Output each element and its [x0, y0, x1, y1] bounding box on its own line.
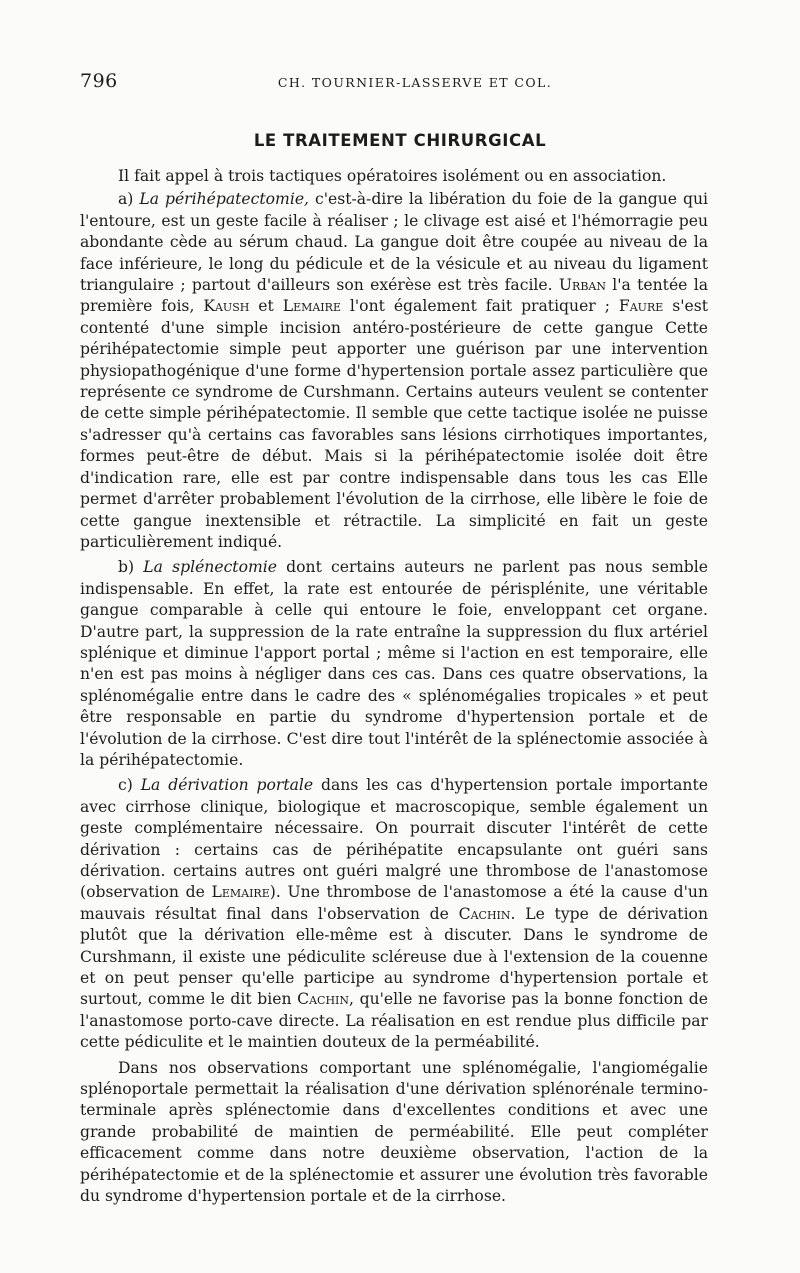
- author-cachin: Cachin: [458, 904, 511, 923]
- author-urban: Urban: [558, 276, 606, 295]
- term-perihepatectomie: La périhépatectomie,: [139, 190, 310, 209]
- author-cachin-2: Cachin: [297, 990, 350, 1009]
- paragraph-c-text-1: dans les cas d'hypertension portale importante avec cirrhose clinique, biologique et macroscopique, semble également un geste complémentaire nécessaire. On pourrait discuter l'intérêt de cette dérivation : certains cas de périhépatite encapsulante ont guéri sans dérivation. certains autres ont guéri malgré une thrombose de l'anastomose (observation de: [80, 776, 708, 902]
- running-title: CH. TOURNIER-LASSERVE ET COL.: [277, 75, 553, 90]
- paragraph-a-text-2: l'a tentée la première fois,: [80, 276, 708, 316]
- item-label-c: c): [118, 776, 133, 795]
- paragraph-a-text-1: c'est-à-dire la libération du foie de la gangue qui l'entoure, est un geste facile à réaliser ; le clivage est aisé et l'hémorragie peu abondante cède au sérum chaud. La gangue doit être coupée au niveau de la face inférieure, le long du pédicule et de la vésicule et au niveau du ligament triangulaire ; partout d'ailleurs son exérèse est très facile.: [80, 190, 708, 295]
- author-faure: Faure: [618, 297, 664, 316]
- term-derivation-portale: La dérivation portale: [140, 776, 314, 795]
- author-kaush: Kaush: [203, 297, 250, 316]
- author-lemaire-2: Lemaire: [211, 883, 270, 902]
- paragraph-b: [80, 557, 708, 771]
- body-text: [80, 166, 708, 1210]
- paragraph-a: [80, 189, 708, 553]
- paragraph-intro: Il fait appel à trois tactiques opératoires isolément ou en association.: [118, 167, 667, 185]
- paragraph-final: Dans nos observations comportant une splénomégalie, l'angiomégalie splénoportale permettait la réalisation d'une dérivation splénorénale termino-terminale après splénectomie dans d'excellentes conditions et avec une grande probabilité de maintien de perméabilité. Elle peut compléter efficacement comme dans notre deuxième observation, l'action de la périhépatectomie et de la splénectomie et assurer une évolution très favorable du syndrome d'hypertension portale et de la cirrhose.: [80, 1058, 708, 1206]
- running-head: [80, 70, 720, 98]
- paragraph-a-text-3: et: [249, 297, 283, 316]
- paragraph-b-text: dont certains auteurs ne parlent pas nous semble indispensable. En effet, la rate est entourée de périsplénite, une véritable gangue comparable à celle qui entoure le foie, enveloppant cet organe. D'autre part, la suppression de la rate entraîne la suppression du flux artériel splénique et diminue l'apport portal ; même si l'action en est temporaire, elle n'en est pas moins à négliger dans ces cas. Dans ces quatre observations, la splénomégalie entre dans le cadre des « splénomégalies tropicales » et peut être responsable en partie du syndrome d'hypertension portale et de l'évolution de la cirrhose. C'est dire tout l'intérêt de la splénectomie associée à la périhépatectomie.: [80, 558, 708, 769]
- paragraph-c: [80, 775, 708, 1053]
- paragraph-c-text-2: ). Une thrombose de l'anastomose a été la cause d'un mauvais résultat final dans l'observation de: [80, 883, 708, 923]
- paragraph-a-text-5: s'est contenté d'une simple incision antéro-postérieure de cette gangue Cette périhépatectomie simple peut apporter une guérison par une intervention physiopathogénique d'une forme d'hypertension portale assez particulière que représente ce syndrome de Curshmann. Certains auteurs veulent se contenter de cette simple périhépatectomie. Il semble que cette tactique isolée ne puisse s'adresser qu'à certains cas favorables sans lésions cirrhotiques importantes, formes peut-être de début. Mais si la périhépatectomie isolée doit être d'indication rare, elle est par contre indispensable dans tous les cas Elle permet d'arrêter probablement l'évolution de la cirrhose, elle libère le foie de cette gangue inextensible et rétractile. La simplicité en fait un geste particulièrement indiqué.: [80, 297, 708, 551]
- item-label-a: a): [118, 190, 134, 209]
- term-splenectomie: La splénectomie: [143, 558, 277, 577]
- page-number: 796: [80, 70, 118, 92]
- section-heading: LE TRAITEMENT CHIRURGICAL: [253, 131, 547, 150]
- item-label-b: b): [118, 558, 135, 577]
- paragraph-a-text-4: l'ont également fait pratiquer ;: [340, 297, 619, 316]
- author-lemaire: Lemaire: [282, 297, 341, 316]
- paragraph-c-text-3: . Le type de dérivation plutôt que la dérivation elle-même est à discuter. Dans le syndrome de Curshmann, il existe une pédiculite scléreuse due à l'extension de la couenne et on peut penser qu'elle participe au syndrome d'hypertension portale et surtout, comme le dit bien: [80, 904, 708, 1009]
- paragraph-c-text-4: , qu'elle ne favorise pas la bonne fonction de l'anastomose porto-cave directe. La réalisation en est rendue plus difficile par cette pédiculite et le maintien douteux de la perméabilité.: [80, 990, 708, 1052]
